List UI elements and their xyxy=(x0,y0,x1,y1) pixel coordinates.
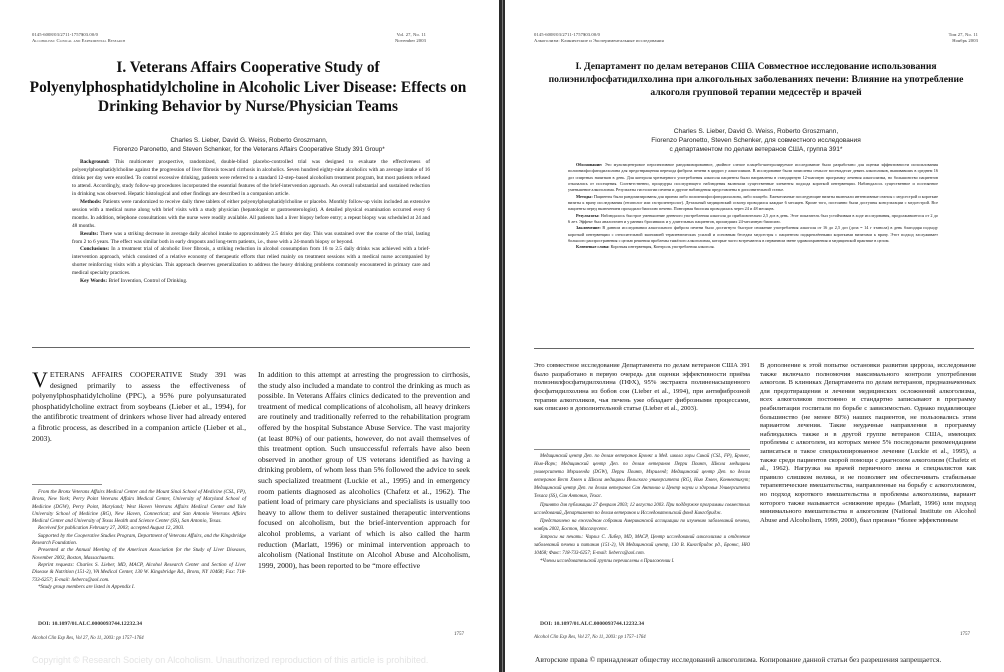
english-page xyxy=(0,6,498,666)
copyright-notice-ru: Авторские права © принадлежат обществу исследований алкоголизма. Копирование данной статьи без разрешения запрещается. xyxy=(535,655,942,664)
authors: Charles S. Lieber, David G. Weiss, Roberto Groszmann, Fiorenzo Paronetto, and Steven Schenker, for the Veterans Affairs Cooperative Study 391 Group* xyxy=(113,137,385,153)
journal-header-left-ru: 0145-6008/03/2711-1757$03.00/0 Алкоголизм: Клинические и Экспериментальные исследования xyxy=(534,32,664,43)
abstract-results-ru: Результаты: Наблюдалось быстрое уменьшение дневного употребления алкоголя до приблизительно 2,5 доз в день. Этот показатель был устойчивым в ходе исследования, продолжавшегося от 2 до 6 лет. Эффект был аналогичен и у ранних бросивших и у длительных пациентов, прошедших 24-месячную биопсию. xyxy=(568,212,938,225)
footnotes-ru: Медицинский центр Деп. по делам ветеранов Бронкс и Мед. школа горы Синай (CSL, FP), Бронкс, Нью-Йорк; Медицинский центр Деп. по делам ветеранов Перри Поинт, Школа медицины университета Мэриленда (DGW), Перри Поинт, Мэриленд; Медицинский центр Деп. по делам ветеранов Вест Хэвен и Школа медицины Йельского университета (RG), Нью Хэвен, Коннектикут; Медицинский центр Деп. по делам ветеранов Сан Антонио и Центр науки и здоровья Университета Техаса (SS), Сан Антонио, Техас. Принято для публикации 27 февраля 2003; 12 августа 2003. При поддержке программы совместных исследований, Департамент по делам ветеранов и Исследовательский фонд Кингсбридж. Представлено на ежегодном собрании Американской ассоциации по изучению заболеваний печени, ноябрь 2002, Бостон, Массачусетс. Запросы на печать: Чарльз С. Либер, MD, MACP, Центр исследований алкоголизма и отделение заболеваний печени и питания (151-2), VA Медицинский центр, 130 В. Кингсбридж рд., Бронкс, НЮ 10468; Факс: 718-733-6257; E-mail: liebercs@aol.com. *Члены исследовательской группы перечислены в Приложении I. xyxy=(534,454,750,565)
journal-header-right: Vol. 27, No. 11 November 2003 xyxy=(394,32,426,43)
intro-column-2: In addition to this attempt at arresting the progression to cirrhosis, the study also included a mandate to control the drinking as much as possible. In Veterans Affairs clinics dedicated to the prevention and treatment of medical complications of alcoholism, all heavy drinkers are routinely and traditionally referred to the rehabilitation program offered by the hospital Substance Abuse Service. The vast majority (at least 80%) of our patients, however, do not avail themselves of this treatment option. Such unsuccessful referrals have also been observed in another group of US veterans identified as having a drinking problem, of whom less than 5% followed the advice to seek such specialized treatment (Luckie et al., 1995) and in emergency room patients diagnosed as alcoholics (Chafetz et al., 1962). The patient load of primary care physicians and specialists is usually too heavy to allow them to deliver sustained therapeutic interventions focused on alcoholism, but the brief-intervention approach for alcohol problems, a variant of which is also called the harm reduction (Marlatt, 1996) or minimal intervention approach to alcoholism (National Institute on Alcohol Abuse and Alcoholism, 1999, 2000), has been reported to be “more effective xyxy=(258,370,470,570)
abstract-ru xyxy=(568,162,938,251)
abstract-results: Results: There was a striking decrease in average daily alcohol intake to approximately 2.5 drinks per day. This was sustained over the course of the trial, lasting from 2 to 6 years. The effect was similar both in early dropouts and long-term patients, i.e., those with a 24-month biopsy or beyond. xyxy=(72,230,430,245)
abstract-conclusions: Conclusions: In a treatment trial of alcoholic liver fibrosis, a striking reduction in alcohol consumption from 16 to 2.5 daily drinks was achieved with a brief-intervention approach, which consisted of a relative economy of therapeutic efforts that relied mainly on treatment sessions with a medical nurse accompanied by shorter reinforcing visits with a physician. This approach deserves generalization to address the heavy drinking problems commonly encountered in primary care and medical specialty practices. xyxy=(72,246,430,277)
abstract xyxy=(72,159,430,286)
journal-header-right-ru: Том 27, No. 11 Ноябрь 2003 xyxy=(948,32,978,43)
journal-header-left: 0145-6008/03/2711-1757$03.00/0 Alcoholism: Clinical and Experimental Research xyxy=(32,32,126,43)
abstract-background-ru: Обоснование: Это мультицентровое перспективное рандомизированное, двойное слепое плацебо-контролируемое исследование было разработано для оценки эффективности использования полиэнилфосфатидилхолина для предотвращения перехода фиброза печени в цирроз у алкоголиков. В исследование были зачислены семьсот восемьдесят девять алкоголиков, выпивавших в среднем 16 доз спиртных напитков в день. Для контроля чрезмерного употребления алкоголя пациенты были направлены в стандартную 12-шаговую программу лечения алкоголизма, но большинство пациентов отказались от посещения. Соответственно, процедуры последующего наблюдения включали существенные элементы подхода короткой интервенции. Наблюдалось существенное и постоянное уменьшение алкоголизма. Результаты гистологии печени и другие наблюдения представлены в дополнительной статье. xyxy=(568,162,939,193)
russian-page xyxy=(506,6,1004,666)
copyright-watermark: Copyright © Research Society on Alcoholism. Unauthorized reproduction of this article is prohibited. xyxy=(32,655,429,665)
citation-footer: Alcohol Clin Exp Res, Vol 27, No 11, 2003: pp 1757–1764 xyxy=(32,636,144,641)
page-gutter-line xyxy=(502,0,503,672)
article-title-ru: I. Департамент по делам ветеранов США Совместное исследование использования полиэнилфосфатидилхолина при алкогольных заболеваниях печени: Влияние на употребление алкоголя групповой терапии медсестёр и врачей xyxy=(548,61,964,98)
abstract-rule xyxy=(32,347,470,348)
intro-column-1: VETERANS AFFAIRS COOPERATIVE Study 391 was designed primarily to assess the effectiveness of polyenylphosphatidylcholine (PPC), a 95% pure polyunsaturated phosphatidylcholine extract from soybeans (Lieber et al., 1994), for the antifibrotic treatment of drinkers whose liver had already entered a fibrotic process, as described in a companion article (Lieber et al., 2003). xyxy=(32,367,246,443)
drop-cap: V xyxy=(32,367,48,392)
footnotes: From the Bronx Veterans Affairs Medical Center and the Mount Sinai School of Medicine (CSL, FP), Bronx, New York; Perry Point Veterans Affairs Medical Center, University of Maryland School of Medicine (DGW), Perry Point, Maryland; West Haven Veterans Affairs Medical Center and Yale University School of Medicine (RG), New Haven, Connecticut; and San Antonio Veterans Affairs Medical Center and University of Texas Health and Science Center (SS), San Antonio, Texas. Received for publication February 27, 2003; accepted August 12, 2003. Supported by the Cooperative Studies Program, Department of Veterans Affairs, and the Kingsbridge Research Foundation. Presented at the Annual Meeting of the American Association for the Study of Liver Diseases, November 2002, Boston, Massachusetts. Reprint requests: Charles S. Lieber, MD, MACP, Alcohol Research Center and Section of Liver Disease & Nutrition (151-2), VA Medical Center, 130 W. Kingsbridge Rd., Bronx, NY 10468; Fax: 718-733-6257; E-mail: liebercs@aol.com. *Study group members are listed in Appendix I. xyxy=(32,489,246,590)
abstract-conclusions-ru: Заключение: В данном исследовании алкогольного фиброза печени было достигнуто быстрое снижение употребления алкоголя от 16 до 2,5 доз (доза = 14 г этанола) в день благодаря подходу короткой интервенции с относительной экономией терапевтических усилий и основным беседам медсестры с пациентом подкреплёнными короткими визитами к врачу. Этот подход заслуживает большого распространения с целью решения проблемы тяжёлого алкоголизма, которые часто встречаются в первичном звене здравоохранения и медицинской практике в целом. xyxy=(568,225,938,244)
intro-column-2-ru: В дополнение к этой попытке остановки развития цирроза, исследование также включало полномочия максимального контроля употребления алкоголя. В клиниках Департамента по делам ветеранов, предназначенных для предотвращения и лечения медицинских осложнений алкоголизма, всех алкоголиков постоянно и стандартно записывают в программу реабилитации госпиталя по борьбе с зависимостью. Однако подавляющее большинство (не менее 80%) наших пациентов, не пользовались этим вариантом лечения. Такие неудачные направления в программу наблюдались также и в другой группе ветеранов США, имеющих проблемы с алкоголем, из которых менее 5% последовали рекомендациям записаться в такое специализированное лечение (Luckie et al., 1995), а также среди пациентов скорой помощи с диагнозом алкоголизм (Chafetz et al., 1962). Нагрузка на врачей первичного звена и специалистов как правило слишком велика, и не позволяет им обеспечивать стабильные терапевтические вмешательства, направленные на борьбу с алкоголизмом, но подход короткого вмешательства в проблемы алкоголизма, вариант которого также называется «снижение вреда» (Marlatt, 1996) или подход минимального вмешательства в алкоголизм (National Institute on Alcohol Abuse and Alcoholism, 1999, 2000), был признан “более эффективным xyxy=(760,362,976,524)
intro-column-1-ru: Это совместное исследование Департамента по делам ветеранов США 391 было разработано в первую очередь для оценки эффективности приёма полиэнилфосфатидилхолина (ПФХ), 95% экстракта полиненасыщенного фосфатидилхолина из бобов сои (Lieber et al., 1994), при антифиброзной терапии алкоголиков, чья печень уже обладает фиброзными процессами, как описано в дополнительной статье (Lieber et al., 2003). xyxy=(534,362,750,413)
page-number: 1757 xyxy=(454,632,464,637)
page-number-ru: 1757 xyxy=(960,632,970,637)
abstract-rule-ru xyxy=(534,348,974,349)
doi-ru: DOI: 10.1097/01.ALC.0000093744.12232.34 xyxy=(540,621,645,627)
footnote-rule-ru xyxy=(534,449,750,450)
abstract-background: Background: This multicenter prospective, randomized, double-blind placebo-controlled trial was designed to evaluate the effectiveness of polyenylphosphatidylcholine against the progression of liver fibrosis toward cirrhosis in alcoholics. Seven hundred eighty-nine alcoholics with an average intake of 16 drinks per day were enrolled. To control excessive drinking, patients were referred to a standard 12-step–based alcoholism treatment program, but most patients refused to attend. Accordingly, study follow-up procedures incorporated the essential features of the brief-intervention approach. An overall substantial and sustained reduction in drinking was observed. Hepatic histological and other findings are described in a companion article. xyxy=(72,159,431,197)
doi: DOI: 10.1097/01.ALC.0000093744.12232.34 xyxy=(38,621,143,627)
abstract-keywords: Key Words: Brief Invention, Control of Drinking. xyxy=(80,278,188,285)
citation-footer-ru: Alcohol Clin Exp Res, Vol 27, No 11, 2003: pp 1757–1764 xyxy=(534,635,646,640)
footnote-rule xyxy=(32,484,102,485)
article-title: I. Veterans Affairs Cooperative Study of Polyenylphosphatidylcholine in Alcoholic Liver Disease: Effects on Drinking Behavior by Nurse/Physician Teams xyxy=(29,59,467,115)
authors-ru: Charles S. Lieber, David G. Weiss, Roberto Groszmann, Fiorenzo Paronetto, Steven Schenker, для совместного исследования с департаментом по делам ветеранов США, группа 391* xyxy=(651,128,861,154)
abstract-methods-ru: Методы: Пациенты были рандомизированы для приема либо полиэнилфосфатидилхолина, либо плацебо. Ежемесячные последующие визиты включали интенсивные сеансы с медсестрой и короткие визиты к врачу исследования (гепатолог или гастроэнтеролог). Детальный медицинский осмотр проводился каждые 6 месяцев. Кроме того, постоянно были доступны консультации с медсестрой. Все пациенты перед включением проходили биопсию печени. Повторная биопсия проводилась через 24 и 48 месяцев. xyxy=(568,193,939,212)
abstract-methods: Methods: Patients were randomized to receive daily three tablets of either polyenylphosphatidylcholine or placebo. Monthly follow-up visits included an extensive session with a medical nurse along with brief visits with a study physician (hepatologist or gastroenterologist). A detailed physical examination occurred every 6 months. In addition, telephone consultations with the nurse were readily available. All patients had a liver biopsy before entry; a repeat biopsy was scheduled at 24 and 48 months. xyxy=(72,198,430,229)
abstract-keywords-ru: Ключевые слова: Короткая интервенция, Контроль употребления алкоголя. xyxy=(576,244,715,250)
